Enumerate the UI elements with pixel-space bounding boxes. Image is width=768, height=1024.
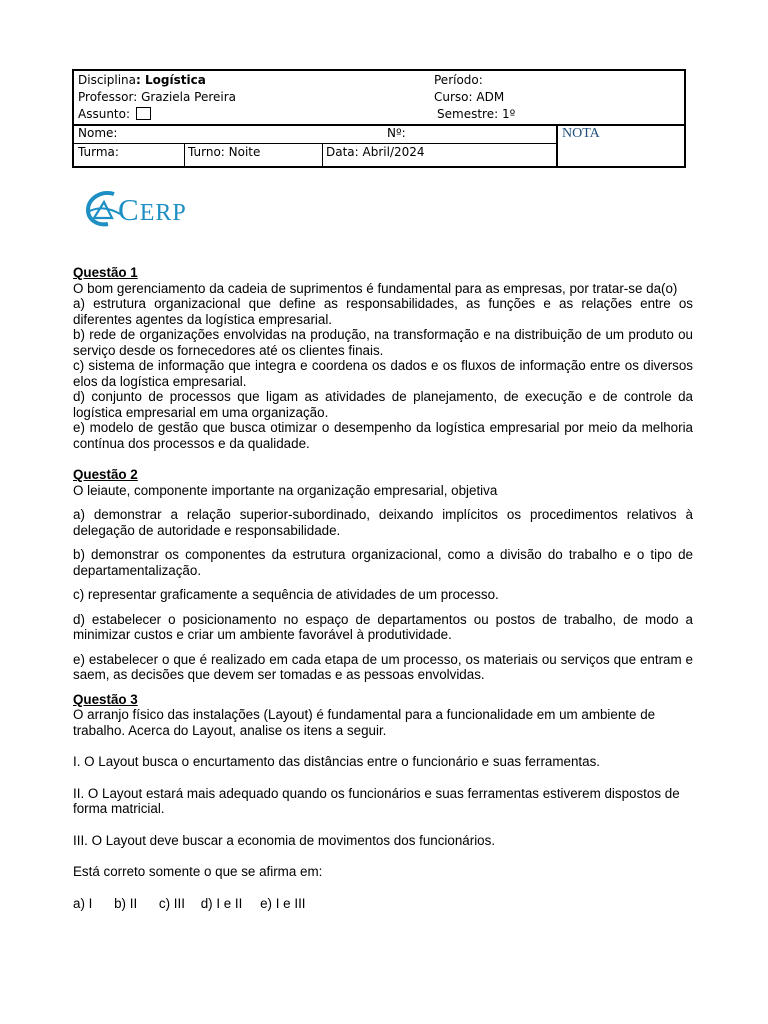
question-1-option-c[interactable]: c) sistema de informação que integra e coordena os dados e os fluxos de informação entre os diversos elos da logística empresarial.: [73, 358, 693, 389]
header-right-column: [434, 72, 515, 123]
periodo-line: Período:: [434, 73, 483, 87]
turma-divider: [184, 143, 185, 167]
question-2: [73, 467, 693, 683]
data-field: Data: Abril/2024: [326, 145, 425, 159]
assunto-label: Assunto:: [78, 107, 131, 121]
question-3-prompt: Está correto somente o que se afirma em:: [73, 864, 323, 879]
nota-cell: [556, 124, 684, 166]
turno-field: Turno: Noite: [188, 145, 261, 159]
disciplina-label: Disciplina: [78, 73, 137, 87]
question-2-option-e[interactable]: e) estabelecer o que é realizado em cada etapa de um processo, os materiais ou serviços que entram e saem, as decisões que devem ser tomadas e as pessoas envolvidas.: [73, 651, 693, 682]
question-1-title: Questão 1: [73, 265, 138, 280]
disciplina-line: [78, 72, 236, 89]
semestre-line: Semestre: 1º: [437, 107, 516, 121]
question-3-title: Questão 3: [73, 691, 138, 707]
question-3-item-iii: III. O Layout deve buscar a economia de movimentos dos funcionários.: [73, 832, 496, 848]
question-3-option-c[interactable]: c) III: [158, 895, 185, 911]
question-3: [73, 692, 693, 912]
nota-label: NOTA: [562, 126, 600, 141]
logo-letter-c: C: [118, 192, 140, 227]
question-3-stem: O arranjo físico das instalações (Layout) é fundamental para a funcionalidade em um ambiente de trabalho. Acerca do Layout, analise os itens a seguir.: [73, 707, 656, 738]
nome-field[interactable]: Nome:: [78, 126, 118, 140]
assunto-line: [78, 106, 236, 123]
question-2-option-a[interactable]: a) demonstrar a relação superior-subordinado, deixando implícitos os procedimentos relativos à delegação de autoridade e responsabilidade.: [73, 507, 693, 538]
question-2-option-c[interactable]: c) representar graficamente a sequência de atividades de um processo.: [73, 587, 499, 602]
question-2-title: Questão 2: [73, 467, 138, 482]
question-3-option-e[interactable]: e) I e III: [260, 895, 306, 911]
question-1-option-a[interactable]: a) estrutura organizacional que define as responsabilidades, as funções e as relações entre os diferentes agentes da logística empresarial.: [73, 296, 693, 327]
turma-field[interactable]: Turma:: [78, 145, 119, 159]
question-3-option-b[interactable]: b) II: [114, 895, 138, 911]
curso-line: Curso: ADM: [434, 90, 505, 104]
cerp-logo: [84, 186, 224, 230]
question-1-stem: O bom gerenciamento da cadeia de suprimentos é fundamental para as empresas, por tratar-se da(o): [73, 280, 678, 296]
question-3-option-d[interactable]: d) I e II: [200, 895, 243, 911]
cerp-logo-text: [118, 192, 187, 228]
header-left-column: [78, 72, 236, 123]
nome-row: [74, 124, 556, 144]
question-2-option-d[interactable]: d) estabelecer o posicionamento no espaço de departamentos ou postos de trabalho, de modo a minimizar custos e criar um ambiente favorável à produtividade.: [73, 611, 693, 642]
question-2-option-b[interactable]: b) demonstrar os componentes da estrutura organizacional, como a divisão do trabalho e o tipo de departamentalização.: [73, 547, 693, 578]
question-1-option-d[interactable]: d) conjunto de processos que ligam as atividades de planejamento, de execução e de controle da logística empresarial em uma organização.: [73, 389, 693, 420]
header-info-block: [74, 71, 684, 126]
question-1: [73, 265, 693, 451]
question-3-options: [73, 896, 693, 912]
question-1-option-e[interactable]: e) modelo de gestão que busca otimizar o desempenho da logística empresarial por meio da melhoria contínua dos processos e da qualidade.: [73, 420, 693, 451]
assunto-checkbox[interactable]: [136, 107, 151, 120]
disciplina-value: : Logística: [136, 73, 206, 87]
exam-header-table: [72, 69, 686, 168]
question-3-option-a[interactable]: a) I: [73, 895, 93, 911]
logo-letters: ERP: [139, 200, 187, 226]
numero-field[interactable]: Nº:: [387, 126, 406, 140]
question-1-option-b[interactable]: b) rede de organizações envolvidas na produção, na transformação e na distribuição de um produto ou serviço desde os fornecedores até os clientes finais.: [73, 327, 693, 358]
student-info-block: [74, 124, 684, 166]
professor-line: Professor: Graziela Pereira: [78, 90, 237, 104]
question-2-stem: O leiaute, componente importante na organização empresarial, objetiva: [73, 482, 498, 498]
question-3-item-ii: II. O Layout estará mais adequado quando os funcionários e suas ferramentas estiverem dispostos de forma matricial.: [73, 785, 680, 816]
turno-divider: [322, 143, 323, 167]
questions-body: [73, 265, 693, 911]
question-3-item-i: I. O Layout busca o encurtamento das distâncias entre o funcionário e suas ferramentas.: [73, 754, 600, 769]
turma-row: [74, 143, 556, 167]
